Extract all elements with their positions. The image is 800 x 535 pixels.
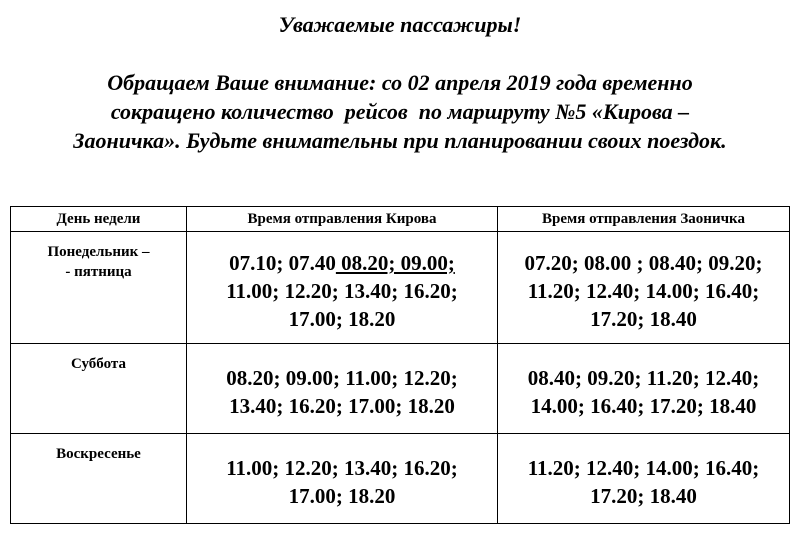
times-line: 07.20; 08.00 ; 08.40; 09.20; [524,250,763,275]
times-line: 17.00; 18.20 [288,483,396,508]
notice-line: Обращаем Ваше внимание: со 02 апреля 2019 года временно [107,70,693,95]
times-line: 11.00; 12.20; 13.40; 16.20; [226,455,458,480]
times-line: 14.00; 16.40; 17.20; 18.40 [530,393,757,418]
times-line: 11.20; 12.40; 14.00; 16.40; [527,455,760,480]
times-fragment: 08.20; 09.00; [335,250,455,275]
header-kirova: Время отправления Кирова [187,207,498,232]
page-heading: Уважаемые пассажиры! [278,12,522,37]
times-line [187,249,497,277]
table-header-row [11,207,790,232]
day-label [11,344,187,434]
times-line: 08.20; 09.00; 11.00; 12.20; [226,365,458,390]
kirova-times [187,434,498,524]
times-line: 17.00; 18.20 [288,306,396,331]
times-line: 08.40; 09.20; 11.20; 12.40; [527,365,760,390]
times-line: 17.20; 18.40 [590,483,697,508]
notice-text [0,68,800,155]
zaonichka-times [498,434,790,524]
notice-line: сокращено количество рейсов по маршруту №5 «Кирова – [110,99,690,124]
kirova-times [187,344,498,434]
table-row [11,344,790,434]
notice-line: Заоничка». Будьте внимательны при планировании своих поездок. [73,128,727,153]
day-label [11,434,187,524]
day-label-line: Понедельник – [47,244,150,260]
zaonichka-times [498,232,790,344]
table-row [11,434,790,524]
kirova-times [187,232,498,344]
times-line: 17.20; 18.40 [590,306,697,331]
zaonichka-times [498,344,790,434]
day-label-line: - пятница [65,264,132,280]
times-fragment: 07.10; 07.40 [229,250,336,275]
day-label [11,232,187,344]
times-line: 11.20; 12.40; 14.00; 16.40; [527,278,760,303]
day-label-line: Воскресенье [56,446,141,462]
table-row [11,232,790,344]
header-day: День недели [11,207,187,232]
header-zaonichka: Время отправления Заоничка [498,207,790,232]
schedule-table [10,206,790,524]
day-label-line: Суббота [71,356,126,372]
times-line: 13.40; 16.20; 17.00; 18.20 [229,393,455,418]
times-line: 11.00; 12.20; 13.40; 16.20; [226,278,458,303]
